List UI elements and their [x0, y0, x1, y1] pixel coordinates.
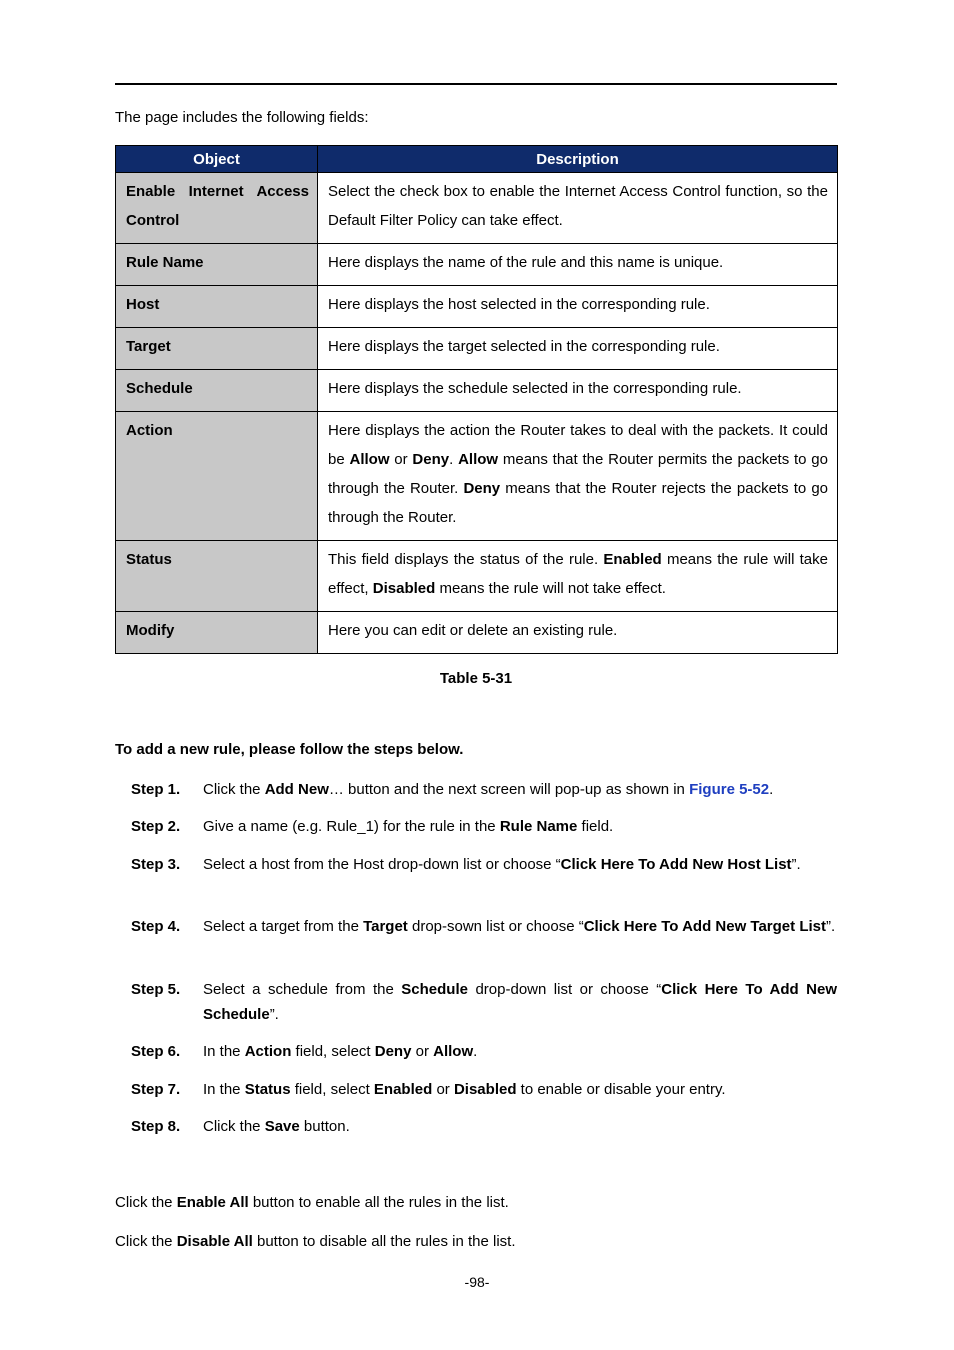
- header-rule: [115, 83, 837, 85]
- description-cell: Here displays the name of the rule and this name is unique.: [318, 244, 838, 286]
- step-8: [131, 1114, 837, 1139]
- description-cell: Here displays the target selected in the corresponding rule.: [318, 328, 838, 370]
- step-5: [131, 977, 837, 1027]
- description-cell: Here displays the host selected in the corresponding rule.: [318, 286, 838, 328]
- step-label: Step 5.: [131, 981, 181, 998]
- header-object: Object: [116, 146, 318, 173]
- object-cell: Enable Internet Access Control: [116, 173, 318, 244]
- step-label: Step 4.: [131, 918, 181, 935]
- step-text: In the Action field, select Deny or Allow.: [203, 1043, 478, 1060]
- step-label: Step 3.: [131, 856, 181, 873]
- fields-table: [115, 145, 838, 654]
- description-cell: Select the check box to enable the Internet Access Control function, so the Default Filter Policy can take effect.: [318, 173, 838, 244]
- table-header-row: [116, 146, 838, 173]
- step-2: [131, 814, 837, 839]
- object-cell: Target: [116, 328, 318, 370]
- step-3: [131, 852, 837, 877]
- table-row: [116, 412, 838, 541]
- description-cell: Here you can edit or delete an existing rule.: [318, 612, 838, 654]
- steps-heading: To add a new rule, please follow the steps below.: [115, 741, 464, 758]
- step-label: Step 2.: [131, 818, 181, 835]
- step-label: Step 7.: [131, 1081, 181, 1098]
- description-cell: Here displays the schedule selected in the corresponding rule.: [318, 370, 838, 412]
- description-cell: This field displays the status of the rule. Enabled means the rule will take effect, Disabled means the rule will not take effect.: [318, 541, 838, 612]
- step-text: Select a host from the Host drop-down list or choose “Click Here To Add New Host List”.: [203, 856, 801, 873]
- disable-all-text: Click the Disable All button to disable all the rules in the list.: [115, 1233, 516, 1250]
- step-4: [131, 914, 837, 939]
- object-cell: Rule Name: [116, 244, 318, 286]
- table-row: [116, 173, 838, 244]
- table-row: [116, 541, 838, 612]
- step-label: Step 8.: [131, 1118, 181, 1135]
- object-cell: Host: [116, 286, 318, 328]
- object-cell: Modify: [116, 612, 318, 654]
- page-number: -98-: [464, 1274, 490, 1290]
- figure-link[interactable]: Figure 5-52: [689, 781, 770, 798]
- table-row: [116, 244, 838, 286]
- step-text: Give a name (e.g. Rule_1) for the rule in the Rule Name field.: [203, 818, 614, 835]
- object-cell: Action: [116, 412, 318, 541]
- step-7: [131, 1077, 837, 1102]
- table-row: [116, 612, 838, 654]
- step-text: Select a schedule from the Schedule drop-down list or choose “Click Here To Add New Schedule”.: [203, 981, 838, 1023]
- object-cell: Status: [116, 541, 318, 612]
- enable-all-text: Click the Enable All button to enable all the rules in the list.: [115, 1194, 509, 1211]
- object-cell: Schedule: [116, 370, 318, 412]
- description-cell: Here displays the action the Router takes to deal with the packets. It could be Allow or Deny. Allow means that the Router permits the packets to go through the Router. Deny means that the Router rejects the packets to go through the Router.: [318, 412, 838, 541]
- step-label: Step 1.: [131, 781, 181, 798]
- step-text: Select a target from the Target drop-sown list or choose “Click Here To Add New Target List”.: [203, 918, 836, 935]
- step-text: In the Status field, select Enabled or Disabled to enable or disable your entry.: [203, 1081, 726, 1098]
- step-text: Click the Add New… button and the next screen will pop-up as shown in Figure 5-52.: [203, 781, 774, 798]
- header-description: Description: [318, 146, 838, 173]
- table-caption: Table 5-31: [439, 670, 513, 687]
- intro-text: The page includes the following fields:: [115, 109, 369, 126]
- table-row: [116, 328, 838, 370]
- step-6: [131, 1039, 837, 1064]
- table-row: [116, 370, 838, 412]
- step-1: [131, 777, 837, 802]
- table-row: [116, 286, 838, 328]
- step-text: Click the Save button.: [203, 1118, 350, 1135]
- step-label: Step 6.: [131, 1043, 181, 1060]
